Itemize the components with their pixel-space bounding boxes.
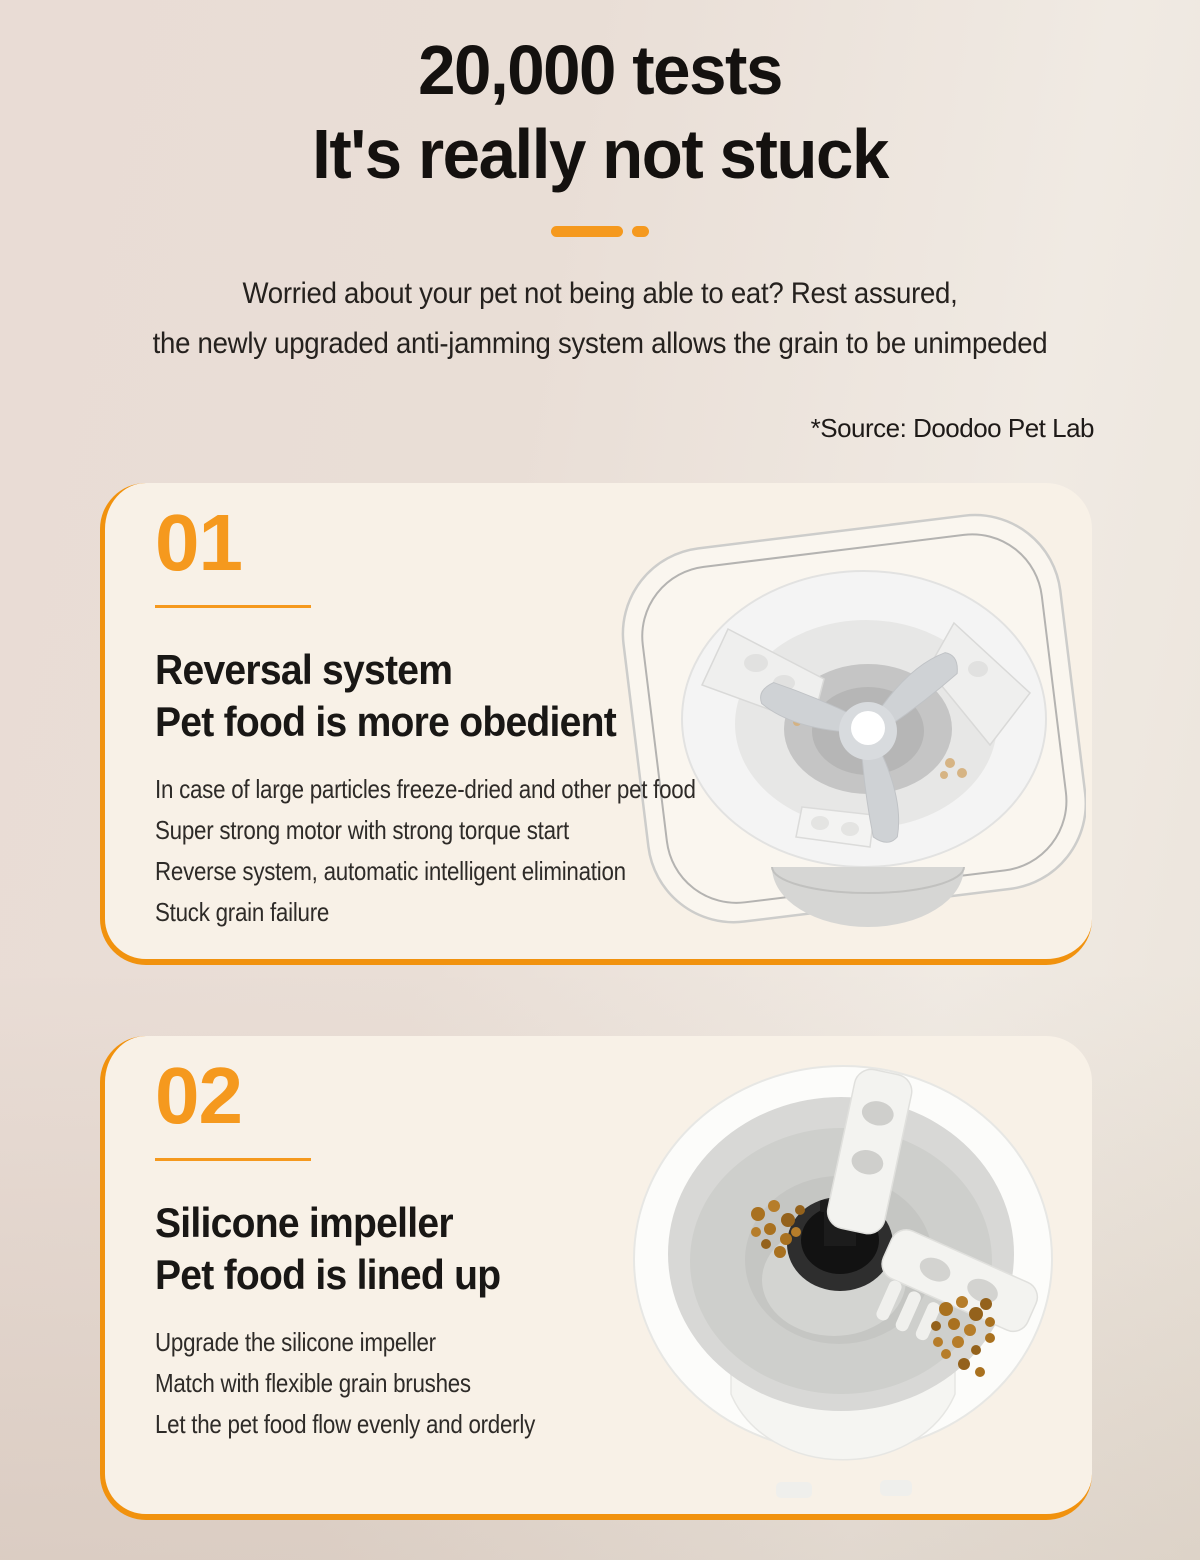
source-note: *Source: Doodoo Pet Lab bbox=[810, 413, 1094, 443]
bowl-illustration bbox=[628, 1054, 1058, 1511]
card-number-underline bbox=[155, 605, 311, 608]
page-title bbox=[24, 28, 1176, 196]
card-heading-line-1: Reversal system bbox=[155, 646, 453, 693]
feature-card-01 bbox=[100, 483, 1092, 965]
card-body-line: Let the pet food flow evenly and orderly bbox=[155, 1409, 535, 1439]
card-body-line: Upgrade the silicone impeller bbox=[155, 1327, 436, 1357]
hero-section bbox=[0, 0, 1200, 444]
subtitle-line-2: the newly upgraded anti-jamming system allows the grain to be unimpeded bbox=[152, 327, 1048, 360]
card-body bbox=[155, 1322, 535, 1445]
subtitle-line-1: Worried about your pet not being able to eat? Rest assured, bbox=[242, 277, 958, 310]
card-body-line: Super strong motor with strong torque start bbox=[155, 815, 569, 845]
card-body-line: Match with flexible grain brushes bbox=[155, 1368, 471, 1398]
title-divider bbox=[0, 226, 1200, 237]
card-body-line: Reverse system, automatic intelligent elimination bbox=[155, 856, 626, 886]
divider-dot bbox=[632, 226, 649, 237]
card-heading-line-2: Pet food is lined up bbox=[155, 1251, 501, 1298]
card-body-line: In case of large particles freeze-dried and other pet food bbox=[155, 774, 696, 804]
divider-dash bbox=[551, 226, 623, 237]
title-line-2: It's really not stuck bbox=[312, 115, 888, 193]
card-heading bbox=[155, 644, 616, 748]
subtitle bbox=[48, 269, 1152, 369]
card-heading-line-2: Pet food is more obedient bbox=[155, 698, 617, 745]
card-heading-line-1: Silicone impeller bbox=[155, 1199, 453, 1246]
feature-card-02 bbox=[100, 1036, 1092, 1520]
card-number: 02 bbox=[155, 1051, 242, 1140]
card-body bbox=[155, 769, 696, 933]
title-line-1: 20,000 tests bbox=[418, 31, 782, 109]
card-body-line: Stuck grain failure bbox=[155, 897, 330, 927]
card-number-underline bbox=[155, 1158, 311, 1161]
card-number: 01 bbox=[155, 498, 242, 587]
card-heading bbox=[155, 1197, 500, 1301]
